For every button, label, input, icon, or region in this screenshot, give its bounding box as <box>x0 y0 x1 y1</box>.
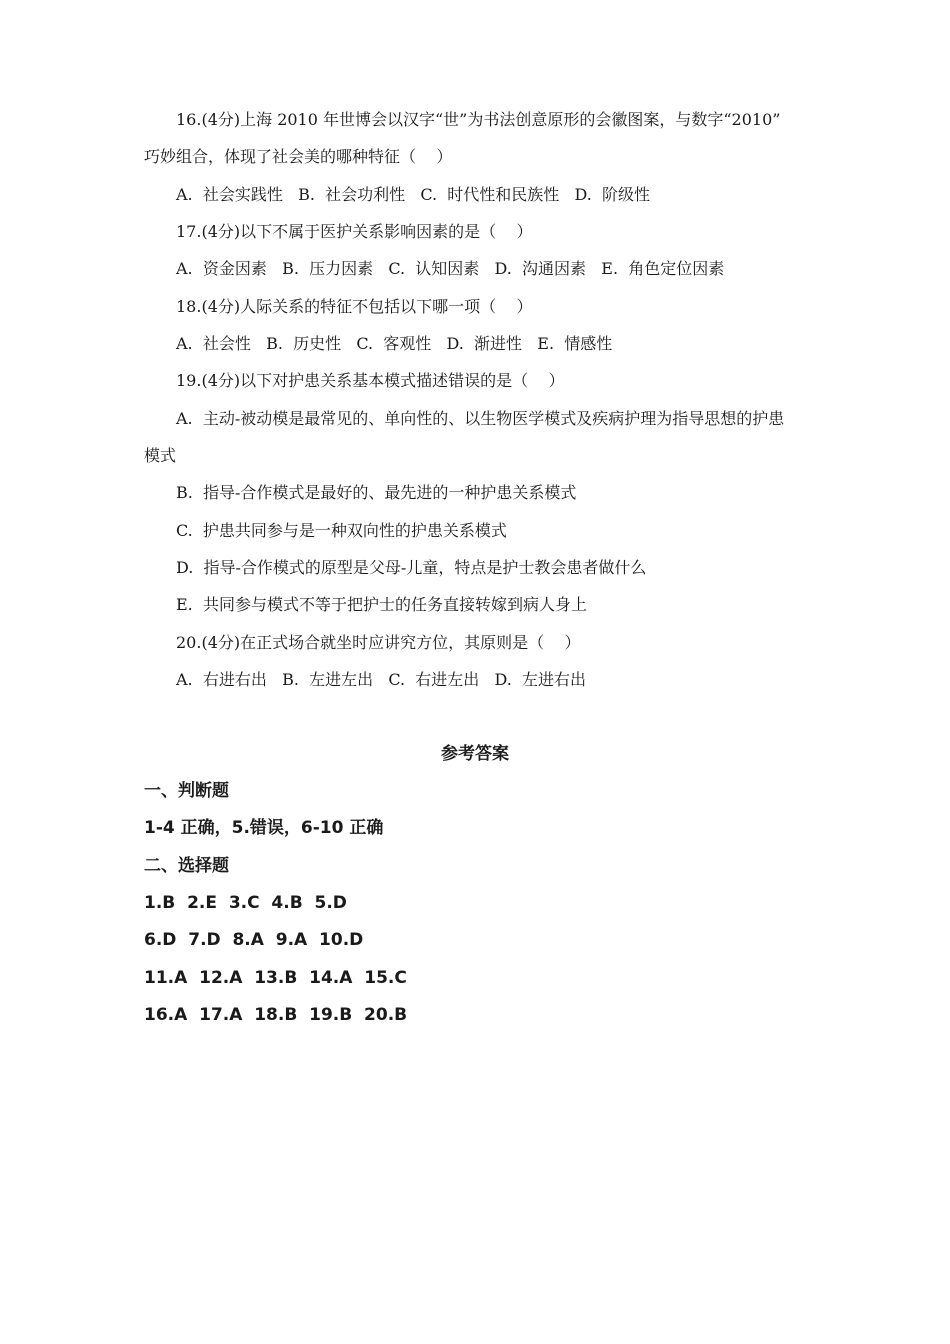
answer-key-title: 参考答案 <box>441 744 509 764</box>
question-19-option-d: D. 指导-合作模式的原型是父母-儿童，特点是护士教会患者做什么 <box>176 558 647 577</box>
question-16-stem-continued: 巧妙组合，体现了社会美的哪种特征（ ） <box>144 147 453 166</box>
question-20-options: A. 右进右出 B. 左进左出 C. 右进左出 D. 左进右出 <box>176 670 587 689</box>
question-17-options: A. 资金因素 B. 压力因素 C. 认知因素 D. 沟通因素 E. 角色定位因素 <box>176 259 725 278</box>
question-20-stem: 20.(4分)在正式场合就坐时应讲究方位，其原则是（ ） <box>176 633 581 652</box>
section-multiple-choice-title: 二、选择题 <box>144 856 229 876</box>
question-18-options: A. 社会性 B. 历史性 C. 客观性 D. 渐进性 E. 情感性 <box>176 334 613 353</box>
choice-answers-row-3: 11.A 12.A 13.B 14.A 15.C <box>144 968 407 988</box>
choice-answers-row-4: 16.A 17.A 18.B 19.B 20.B <box>144 1005 408 1025</box>
choice-answers-row-2: 6.D 7.D 8.A 9.A 10.D <box>144 930 364 950</box>
question-19-option-a: A. 主动-被动模是最常见的、单向性的、以生物医学模式及疾病护理为指导思想的护患 <box>176 409 785 428</box>
section-true-false-answers: 1-4 正确，5.错误，6-10 正确 <box>144 818 384 838</box>
question-16-stem: 16.(4分)上海 2010 年世博会以汉字“世”为书法创意原形的会徽图案，与数字“2010” <box>176 110 781 129</box>
section-true-false-title: 一、判断题 <box>144 781 229 801</box>
question-19-option-c: C. 护患共同参与是一种双向性的护患关系模式 <box>176 521 507 540</box>
question-16-options: A. 社会实践性 B. 社会功利性 C. 时代性和民族性 D. 阶级性 <box>176 185 651 204</box>
question-19-stem: 19.(4分)以下对护患关系基本模式描述错误的是（ ） <box>176 371 565 390</box>
choice-answers-row-1: 1.B 2.E 3.C 4.B 5.D <box>144 893 347 913</box>
question-18-stem: 18.(4分)人际关系的特征不包括以下哪一项（ ） <box>176 297 533 316</box>
question-17-stem: 17.(4分)以下不属于医护关系影响因素的是（ ） <box>176 222 533 241</box>
question-19-option-e: E. 共同参与模式不等于把护士的任务直接转嫁到病人身上 <box>176 595 587 614</box>
question-19-option-a-continued: 模式 <box>144 446 177 465</box>
question-19-option-b: B. 指导-合作模式是最好的、最先进的一种护患关系模式 <box>176 483 577 502</box>
